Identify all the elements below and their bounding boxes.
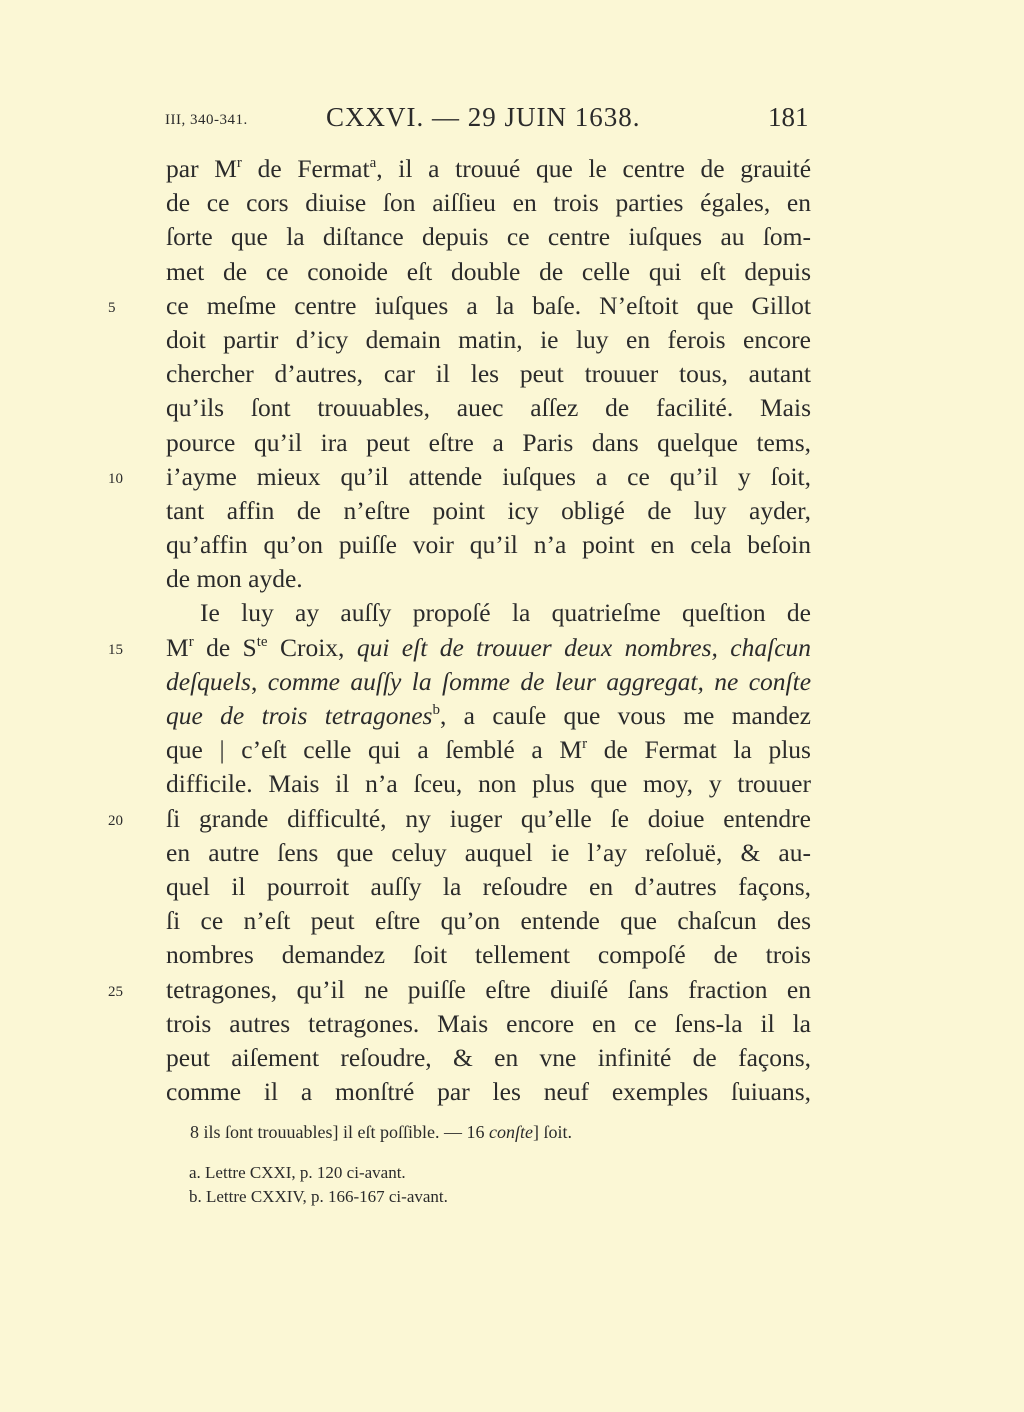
text-line xyxy=(166,904,811,938)
running-head xyxy=(0,102,1024,138)
text-run: Ie luy ay auſſy propoſé la quatrieſme queſtion de xyxy=(200,598,811,628)
text-run: tant affin de n’eſtre point icy obligé de luy ayder, xyxy=(166,495,811,525)
text-run: en autre ſens que celuy auquel ie l’ay reſoluë, & au- xyxy=(166,837,811,867)
text-run: ] ſoit. xyxy=(532,1122,572,1142)
text-line xyxy=(166,596,811,630)
footnotes xyxy=(189,1161,448,1209)
text-run: doit partir d’icy demain matin, ie luy en ferois encore xyxy=(166,324,811,354)
text-run: de Fermat la plus xyxy=(587,735,811,765)
footnote-a: a. Lettre CXXI, p. 120 ci-avant. xyxy=(189,1163,406,1182)
letter-heading: CXXVI. — 29 JUIN 1638. xyxy=(326,102,641,132)
line-number: 15 xyxy=(108,641,123,658)
text-run: qu’affin qu’on puiſſe voir qu’il n’a point en cela beſoin xyxy=(166,530,811,560)
page-number: 181 xyxy=(768,102,809,132)
text-line xyxy=(166,186,811,220)
text-line xyxy=(166,1041,811,1075)
text-line xyxy=(166,1075,811,1109)
text-run: par M xyxy=(166,154,237,183)
text-run: , xyxy=(250,666,268,696)
text-line xyxy=(108,289,811,323)
text-line xyxy=(108,631,812,665)
text-line xyxy=(166,357,811,391)
text-run: nombres demandez ſoit tellement compoſé de trois xyxy=(166,940,811,970)
text-line xyxy=(166,323,811,357)
text-line xyxy=(166,562,811,596)
text-run: conſte xyxy=(488,1122,533,1142)
text-line xyxy=(166,426,811,460)
text-run: chercher d’autres, car il les peut trouuer tous, autant xyxy=(166,359,811,389)
text-run: difficile. Mais il n’a ſceu, non plus que moy, y trouuer xyxy=(166,769,811,799)
text-line xyxy=(166,836,811,870)
text-run: 8 ils ſont trouuables] il eſt poſſible. — 16 xyxy=(190,1122,489,1142)
text-run: ce meſme centre iuſques a la baſe. N’eſtoit que Gillot xyxy=(166,290,811,320)
text-run: de ce cors diuise ſon aiſſieu en trois parties égales, en xyxy=(166,188,811,218)
text-run: pource qu’il ira peut eſtre a Paris dans quelque tems, xyxy=(166,427,811,457)
text-line xyxy=(108,973,811,1007)
line-number: 5 xyxy=(108,299,116,316)
note-marker: r xyxy=(188,633,194,650)
text-line xyxy=(166,665,811,699)
text-run: ſi grande difficulté, ny iuger qu’elle ſe doiue entendre xyxy=(166,803,811,833)
text-run: ſorte que la diſtance depuis ce centre iuſques au ſom- xyxy=(166,222,811,252)
text-run: qui eſt de trouuer deux nombres, chaſcun xyxy=(356,632,812,662)
text-line xyxy=(166,1007,811,1041)
text-line xyxy=(166,391,811,425)
line-number: 10 xyxy=(108,470,123,487)
text-run: , il a trouué que le centre de grauité xyxy=(376,154,812,183)
text-line xyxy=(166,938,811,972)
text-run: M xyxy=(166,632,189,662)
text-run: trois autres tetragones. Mais encore en ce ſens-la il la xyxy=(166,1008,811,1038)
text-run: de Fermat xyxy=(241,154,370,183)
text-run: ſi ce n’eſt peut eſtre qu’on entende que chaſcun des xyxy=(166,906,811,936)
text-line xyxy=(166,733,811,767)
text-run: peut aiſement reſoudre, & en vne infinité de façons, xyxy=(166,1042,811,1072)
text-line xyxy=(108,802,811,836)
text-run: qu’ils ſont trouuables, auec aſſez de facilité. Mais xyxy=(166,393,811,423)
text-run: de mon ayde. xyxy=(166,564,303,594)
text-line xyxy=(166,494,811,528)
text-run: tetragones, qu’il ne puiſſe eſtre diuiſé ſans fraction en xyxy=(166,974,811,1004)
note-marker: b xyxy=(432,702,440,718)
text-run: , a cauſe que vous me mandez xyxy=(439,701,811,730)
note-marker: r xyxy=(582,736,588,753)
text-run: que | c’eſt celle qui a ſemblé a M xyxy=(166,735,583,765)
text-run: que de trois tetragones xyxy=(166,701,433,730)
text-run: Croix, xyxy=(267,632,357,662)
footnote-b: b. Lettre CXXIV, p. 166-167 ci-avant. xyxy=(189,1187,448,1206)
variant-note xyxy=(190,1122,572,1143)
note-marker: a xyxy=(369,155,377,171)
text-line xyxy=(166,699,811,733)
text-run: comme il a monſtré par les neuf exemples ſuiuans, xyxy=(166,1077,811,1107)
text-run: met de ce conoide eſt double de celle qui eſt depuis xyxy=(166,256,811,286)
note-marker: te xyxy=(256,633,268,650)
text-run: quel il pourroit auſſy la reſoudre en d’autres façons, xyxy=(166,871,811,901)
volume-reference: III, 340-341. xyxy=(165,112,248,128)
text-line xyxy=(166,870,811,904)
text-run: deſquels xyxy=(166,666,251,696)
text-line xyxy=(166,152,811,186)
text-line xyxy=(166,528,811,562)
line-number: 25 xyxy=(108,983,123,1000)
text-run: i’ayme mieux qu’il attende iuſques a ce qu’il y ſoit, xyxy=(166,461,811,491)
text-run: comme auſſy la ſomme de leur aggregat, ne conſte xyxy=(267,666,812,696)
line-number: 20 xyxy=(108,812,123,829)
note-marker: r xyxy=(236,155,242,171)
letter-body xyxy=(108,152,812,1109)
text-run: de S xyxy=(193,632,257,662)
text-line xyxy=(108,460,811,494)
text-line xyxy=(166,255,811,289)
text-line xyxy=(166,767,811,801)
text-line xyxy=(166,220,811,254)
